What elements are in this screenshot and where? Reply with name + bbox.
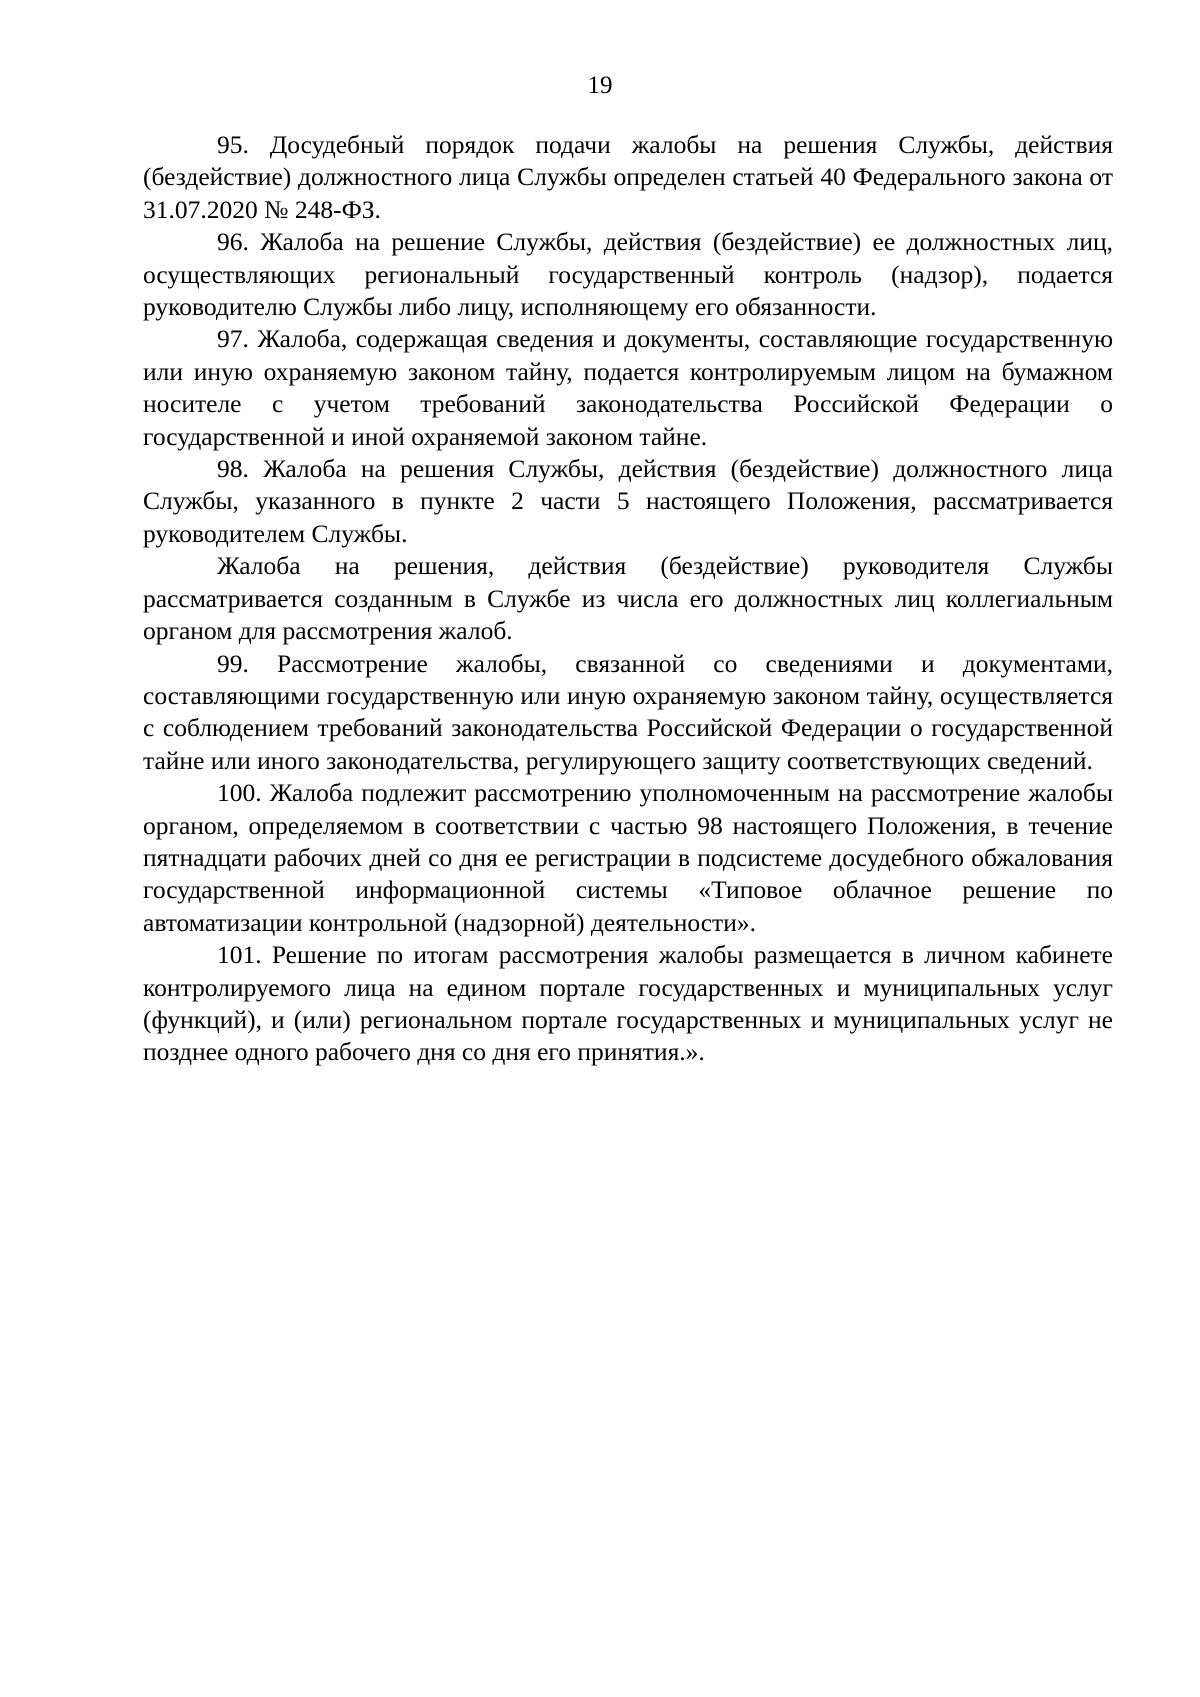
paragraph-98: 98. Жалоба на решения Службы, действия (бездействие) должностного лица Службы, указанного в пункте 2 части 5 настоящего Положения, рассматривается руководителем Службы. (143, 454, 1113, 548)
page-number: 19 (587, 72, 613, 99)
paragraph-97: 97. Жалоба, содержащая сведения и документы, составляющие государственную или иную охраняемую законом тайну, подается контролируемым лицом на бумажном носителе с учетом требований законодательства Российской Федерации о государственной и иной охраняемой законом тайне. (143, 324, 1113, 451)
document-body (143, 129, 1113, 1069)
paragraph-99: 99. Рассмотрение жалобы, связанной со сведениями и документами, составляющими государственную или иную охраняемую законом тайну, осуществляется с соблюдением требований законодательства Российской Федерации о государственной тайне или иного законодательства, регулирующего защиту соответствующих сведений. (143, 648, 1113, 775)
paragraph-98-continuation: Жалоба на решения, действия (бездействие) руководителя Службы рассматривается созданным в Службе из числа его должностных лиц коллегиальным органом для рассмотрения жалоб. (143, 551, 1113, 646)
paragraph-101: 101. Решение по итогам рассмотрения жалобы размещается в личном кабинете контролируемого лица на едином портале государственных и муниципальных услуг (функций), и (или) региональном портале государственных и муниципальных услуг не позднее одного рабочего дня со дня его принятия.». (143, 940, 1113, 1067)
paragraph-96: 96. Жалоба на решение Службы, действия (бездействие) ее должностных лиц, осуществляющих региональный государственный контроль (надзор), подается руководителю Службы либо лицу, исполняющему его обязанности. (143, 227, 1113, 322)
paragraph-95: 95. Досудебный порядок подачи жалобы на решения Службы, действия (бездействие) должностного лица Службы определен статьей 40 Федерального закона от 31.07.2020 № 248-ФЗ. (143, 130, 1113, 224)
paragraph-100: 100. Жалоба подлежит рассмотрению уполномоченным на рассмотрение жалобы органом, определяемом в соответствии с частью 98 настоящего Положения, в течение пятнадцати рабочих дней со дня ее регистрации в подсистеме досудебного обжалования государственной информационной системы «Типовое облачное решение по автоматизации контрольной (надзорной) деятельности». (143, 778, 1113, 937)
